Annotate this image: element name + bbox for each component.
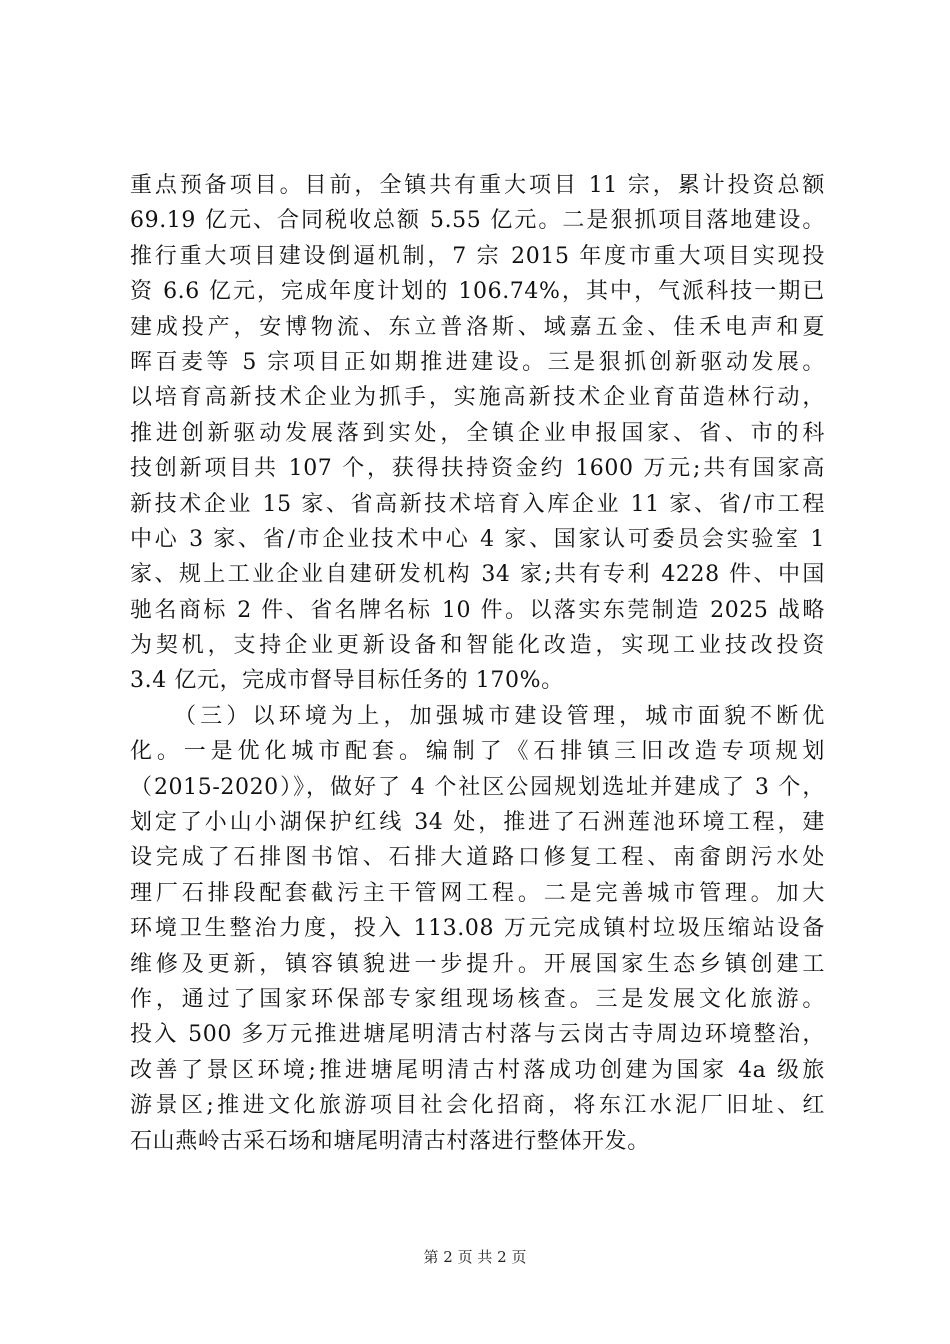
text-line: 建成投产，安博物流、东立普洛斯、域嘉五金、佳禾电声和夏 (130, 314, 825, 340)
text-line: 驰名商标 2 件、省名牌名标 10 件。以落实东莞制造 2025 战略 (130, 597, 825, 623)
text-line: （2015-2020）》，做好了 4 个社区公园规划选址并建成了 3 个， (130, 774, 825, 800)
text-line: 划定了小山小湖保护红线 34 处，推进了石洲莲池环境工程，建 (130, 810, 825, 836)
text-line: 环境卫生整治力度，投入 113.08 万元完成镇村垃圾压缩站设备 (130, 916, 825, 942)
text-line: 晖百麦等 5 宗项目正如期推进建设。三是狠抓创新驱动发展。 (130, 349, 825, 375)
text-line: 石山燕岭古采石场和塘尾明清古村落进行整体开发。 (130, 1128, 650, 1154)
text-line: 设完成了石排图书馆、石排大道路口修复工程、南畲朗污水处 (130, 845, 825, 871)
text-line: 化。一是优化城市配套。编制了《石排镇三旧改造专项规划 (130, 739, 825, 765)
text-line: 推行重大项目建设倒逼机制，7 宗 2015 年度市重大项目实现投 (130, 243, 825, 269)
page-footer: 第 2 页 共 2 页 (423, 1248, 527, 1266)
text-line: 维修及更新，镇容镇貌进一步提升。开展国家生态乡镇创建工 (130, 951, 825, 977)
text-line: 家、规上工业企业自建研发机构 34 家;共有专利 4228 件、中国 (130, 562, 825, 588)
text-line: 资 6.6 亿元，完成年度计划的 106.74%，其中，气派科技一期已 (130, 279, 825, 305)
text-line: 新技术企业 15 家、省高新技术培育入库企业 11 家、省/市工程 (130, 491, 825, 517)
body-text (130, 168, 825, 1159)
paragraph-heading-line: （三）以环境为上，加强城市建设管理，城市面貌不断优 (174, 703, 825, 729)
text-line: 技创新项目共 107 个，获得扶持资金约 1600 万元;共有国家高 (130, 456, 825, 482)
text-line: 推进创新驱动发展落到实处，全镇企业申报国家、省、市的科 (130, 420, 825, 446)
text-line: 投入 500 多万元推进塘尾明清古村落与云岗古寺周边环境整治， (130, 1022, 825, 1048)
text-line: 重点预备项目。目前，全镇共有重大项目 11 宗，累计投资总额 (130, 173, 825, 198)
text-line: 以培育高新技术企业为抓手，实施高新技术企业育苗造林行动， (130, 385, 825, 411)
text-line: 中心 3 家、省/市企业技术中心 4 家、国家认可委员会实验室 1 (130, 526, 825, 552)
text-line: 作，通过了国家环保部专家组现场核查。三是发展文化旅游。 (130, 986, 825, 1012)
text-line: 69.19 亿元、合同税收总额 5.55 亿元。二是狠抓项目落地建设。 (130, 208, 825, 234)
text-line: 为契机，支持企业更新设备和智能化改造，实现工业技改投资 (130, 633, 825, 659)
text-line: 理厂石排段配套截污主干管网工程。二是完善城市管理。加大 (130, 880, 825, 906)
text-line: 3.4 亿元，完成市督导目标任务的 170%。 (130, 668, 564, 694)
text-line: 改善了景区环境;推进塘尾明清古村落成功创建为国家 4a 级旅 (130, 1057, 825, 1083)
text-line: 游景区;推进文化旅游项目社会化招商，将东江水泥厂旧址、红 (130, 1093, 825, 1119)
